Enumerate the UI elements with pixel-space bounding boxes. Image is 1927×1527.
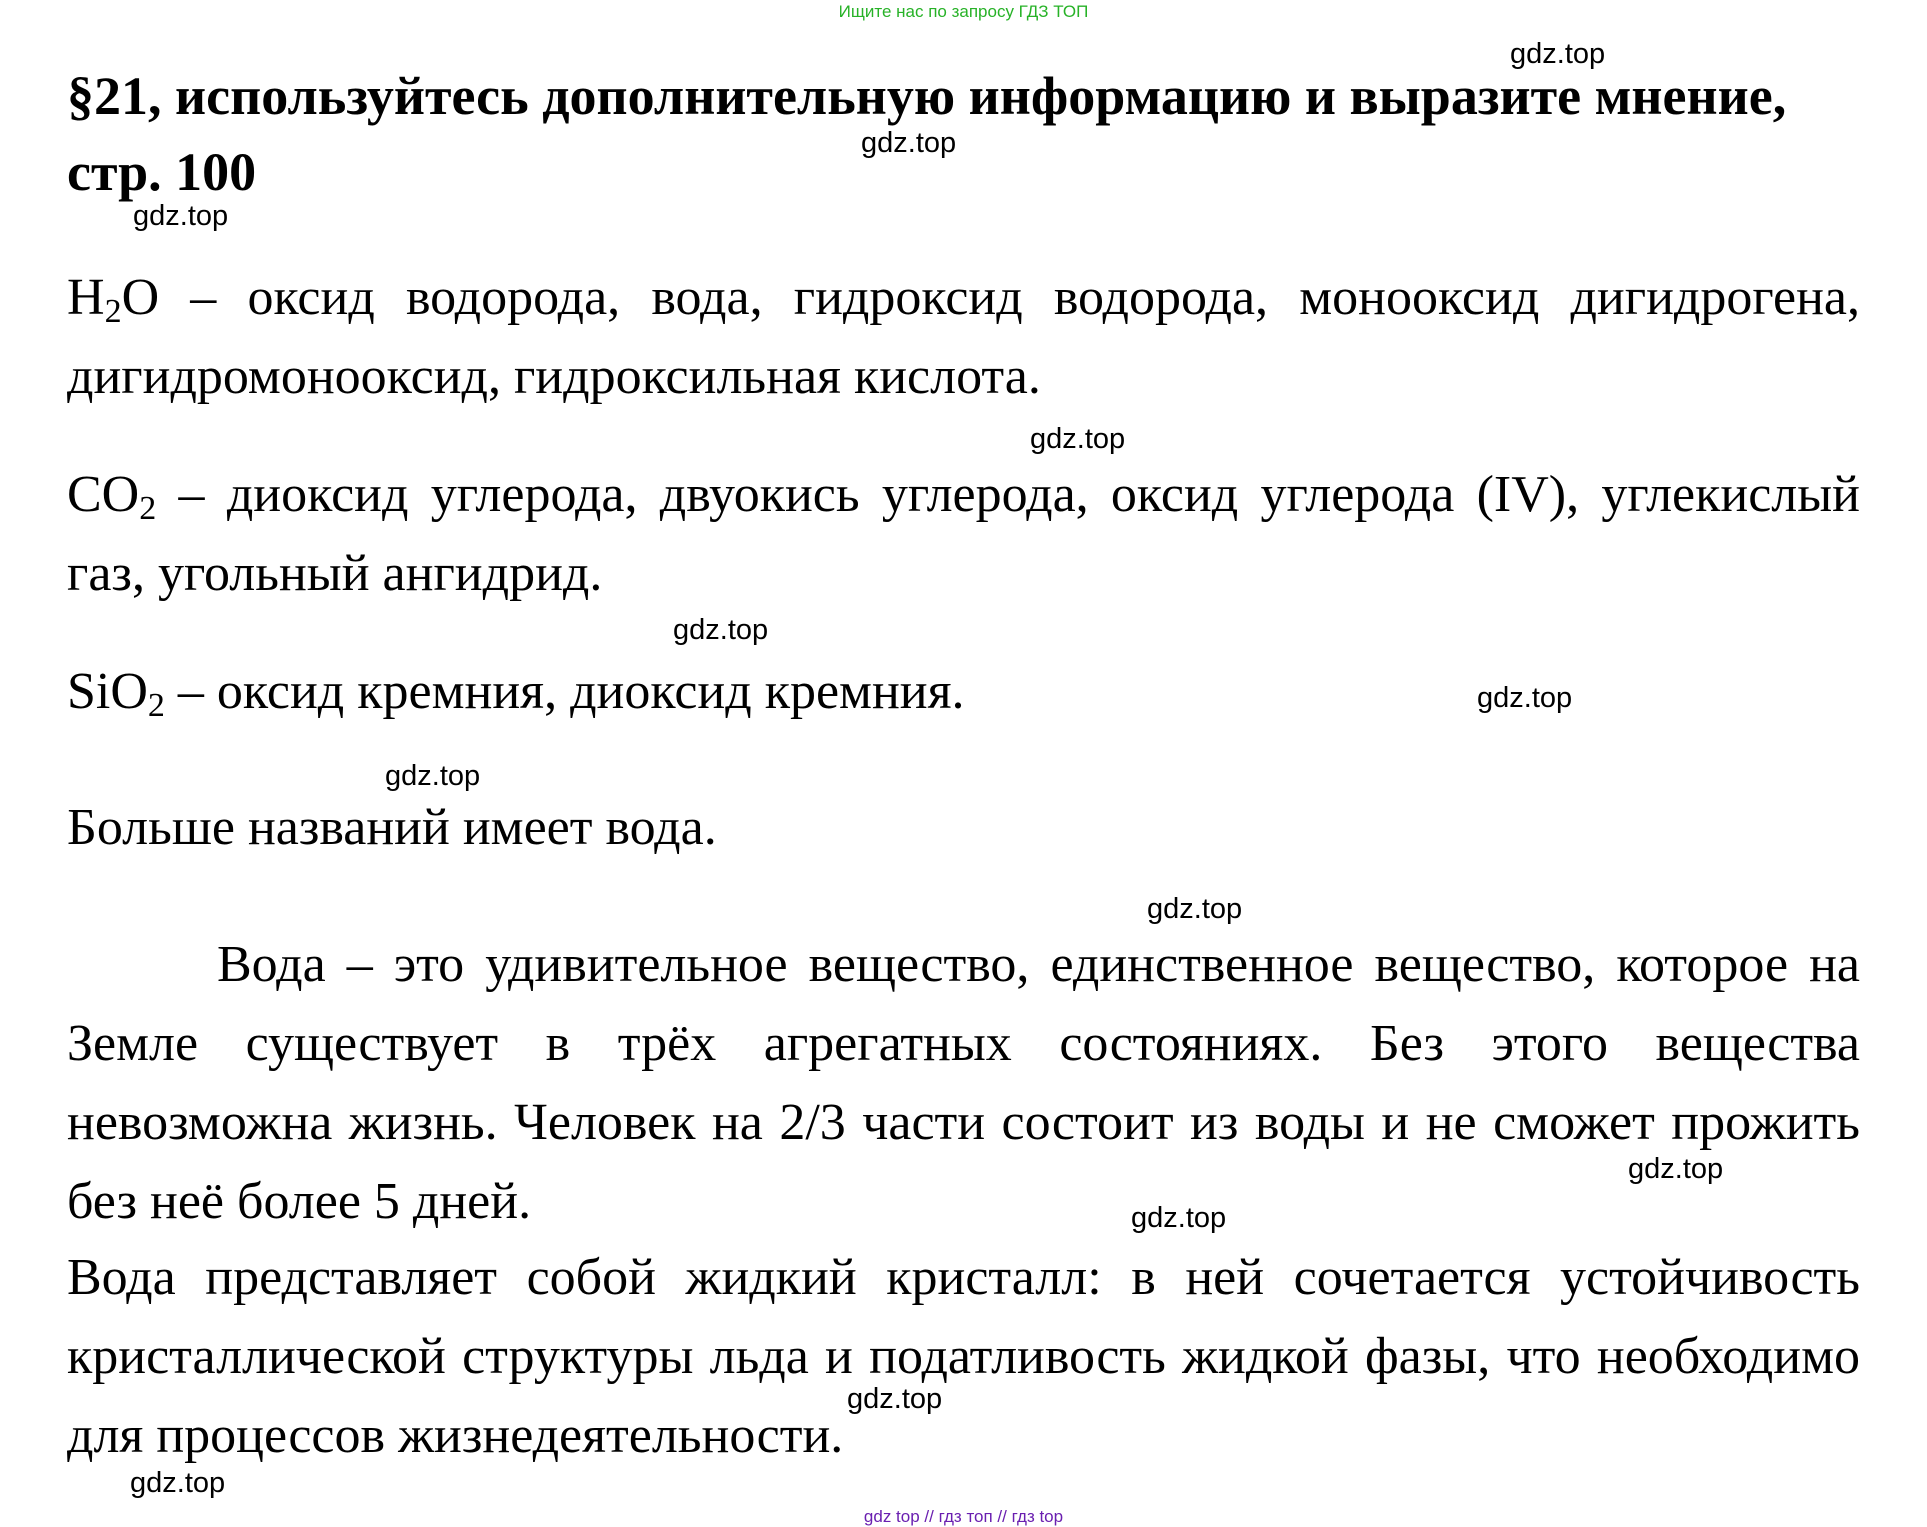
sio2-formula: SiO$_2$ <box>67 663 165 724</box>
watermark-text: gdz.top <box>673 614 769 646</box>
page-title: §21, используйтесь дополнительную информацию и выразите мнение, стр. 100 <box>67 66 1787 202</box>
co2-names: – диоксид углерода, двуокись углерода, оксид углерода (IV), углекислый газ, угольный ангидрид. <box>67 466 1860 602</box>
watermark-text: gdz.top <box>133 200 229 232</box>
h2o-formula: $H_2O$ <box>67 269 160 330</box>
watermark-text: gdz.top <box>130 1467 226 1499</box>
watermark-text: gdz.top <box>385 760 481 792</box>
footer-watermark: gdz top // гдз топ // гдз top <box>863 1507 1064 1526</box>
co2-paragraph <box>67 455 1860 613</box>
top-banner: Ищите нас по запросу ГДЗ ТОП <box>838 2 1089 21</box>
h2o-paragraph <box>67 258 1860 416</box>
water-paragraph-2: Вода представляет собой жидкий кристалл: в ней сочетается устойчивость кристаллической структуры льда и податливость жидкой фазы, что необходимо для процессов жизнедеятельности. <box>67 1249 1860 1464</box>
watermark-text: gdz.top <box>1131 1202 1227 1234</box>
watermark-text: gdz.top <box>1477 682 1573 714</box>
watermark-text: gdz.top <box>1510 38 1606 70</box>
most-names-sentence: Больше названий имеет вода. <box>67 799 717 856</box>
watermark-text: gdz.top <box>1030 423 1126 455</box>
co2-formula: $CO_2$ <box>67 466 157 527</box>
water-paragraph-1: Вода – это удивительное вещество, единственное вещество, которое на Земле существует в трёх агрегатных состояниях. Без этого вещества невозможна жизнь. Человек на 2/3 части состоит из воды и не сможет прожить без неё более 5 дней. <box>67 936 1860 1230</box>
watermark-text: gdz.top <box>847 1383 943 1415</box>
watermark-text: gdz.top <box>861 127 957 159</box>
watermark-text: gdz.top <box>1628 1153 1724 1185</box>
h2o-names: – оксид водорода, вода, гидроксид водорода, монооксид дигидрогена, дигидромонооксид, гидроксильная кислота. <box>67 269 1860 405</box>
watermark-text: gdz.top <box>1147 893 1243 925</box>
sio2-names: – оксид кремния, диоксид кремния. <box>164 663 965 720</box>
sio2-paragraph <box>67 652 1860 731</box>
